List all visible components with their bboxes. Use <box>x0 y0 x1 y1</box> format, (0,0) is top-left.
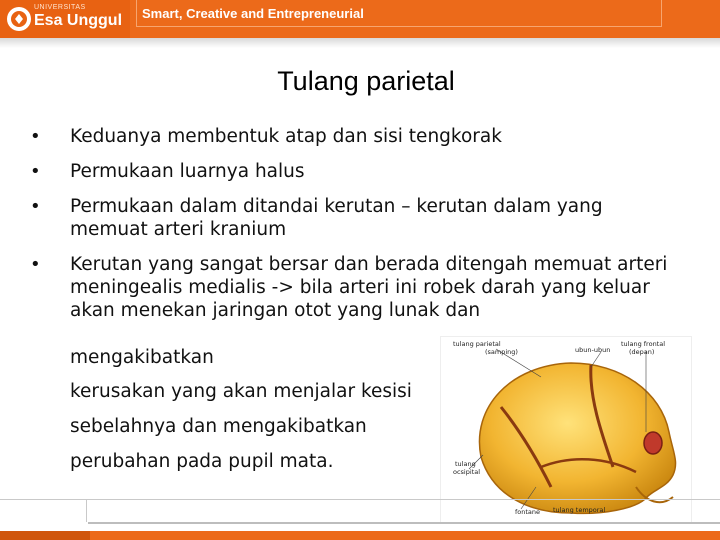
header-bar <box>0 0 720 38</box>
logo <box>0 0 130 38</box>
label-parietal: tulang parietal <box>453 340 501 348</box>
skull-illustration <box>441 337 691 523</box>
label-fontanel-bottom: fontane <box>515 508 541 516</box>
footer-accent-dark <box>0 531 90 540</box>
label-parietal-sub: (samping) <box>485 348 518 356</box>
university-logo-icon <box>6 6 32 32</box>
continuation-line: kerusakan yang akan menjalar kesisi <box>70 381 412 402</box>
footer-line <box>88 522 720 524</box>
label-frontal: tulang frontal <box>621 340 666 348</box>
bullet-item: • Permukaan dalam ditandai kerutan – kerutan dalam yang memuat arteri kranium <box>28 195 668 241</box>
label-frontal-sub: (depan) <box>629 348 655 356</box>
footer-accent <box>0 531 720 540</box>
bullet-list <box>28 125 668 334</box>
footer-divider <box>86 500 87 522</box>
bullet-item: • Permukaan luarnya halus <box>28 160 668 183</box>
continuation-line: perubahan pada pupil mata. <box>70 451 334 472</box>
slide-title: Tulang parietal <box>277 66 455 96</box>
continuation-line: mengakibatkan <box>70 347 214 368</box>
label-fontanel-top: ubun-ubun <box>575 346 611 354</box>
skull-figure <box>440 336 692 524</box>
bullet-item: • Keduanya membentuk atap dan sisi tengkorak <box>28 125 668 148</box>
brand-name: Esa Unggul <box>34 12 123 29</box>
bullet-item: • Kerutan yang sangat bersar dan berada ditengah memuat arteri meningealis medialis -> bila arteri ini robek darah yang keluar akan menekan jaringan otot yang lunak dan <box>28 253 670 322</box>
label-temporal: tulang temporal <box>553 506 606 514</box>
label-occipital-sub: ocsipital <box>453 468 481 476</box>
brand-small-label: UNIVERSITAS <box>34 4 86 11</box>
label-occipital: tulang <box>455 460 476 468</box>
tagline: Smart, Creative and Entrepreneurial <box>142 6 364 21</box>
continuation-line: sebelahnya dan mengakibatkan <box>70 416 367 437</box>
eye-socket <box>644 432 662 454</box>
header-shadow <box>0 38 720 48</box>
footer-bar <box>0 499 720 530</box>
